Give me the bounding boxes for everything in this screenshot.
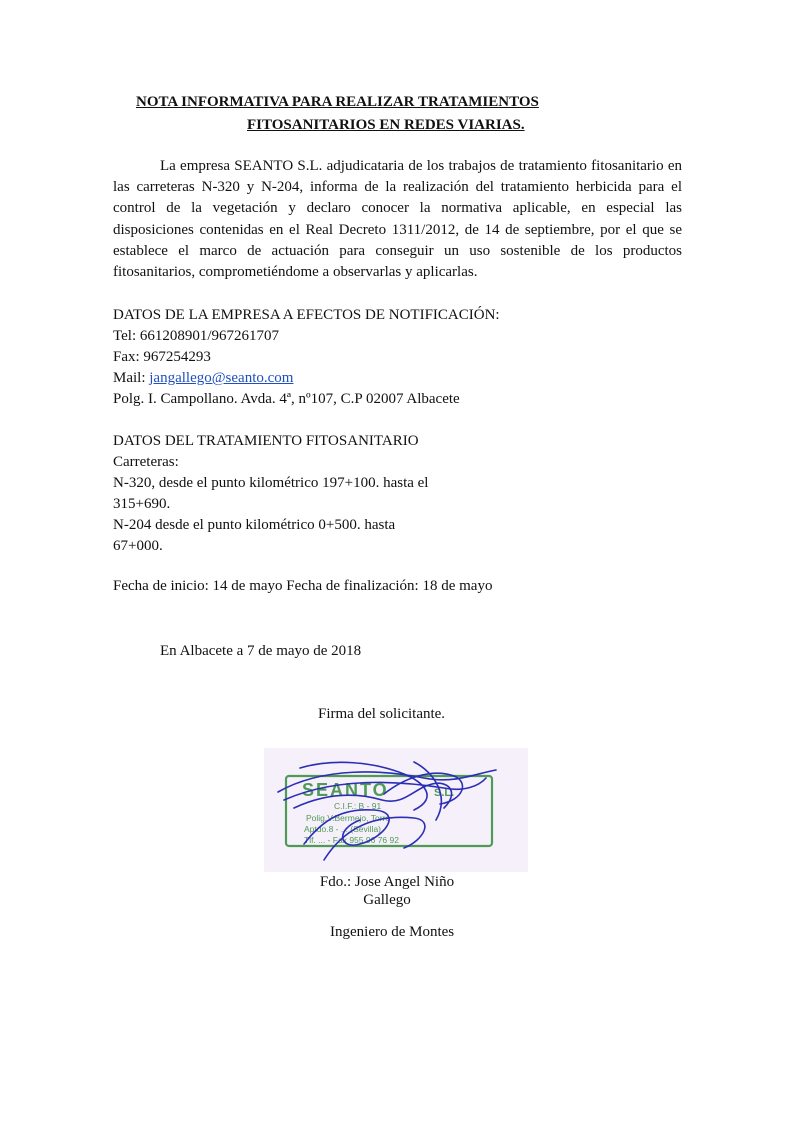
intro-paragraph: La empresa SEANTO S.L. adjudicataria de los trabajos de tratamiento fitosanitario en las carreteras N-320 y N-204, informa de la realización del tratamiento herbicida para el control de la vegetación y declaro conocer la normativa aplicable, en especial las disposiciones contenidas en el Real Decreto 1311/2012, de 14 de septiembre, por el que se establece el marco de actuación para conseguir un uso sostenible de los productos fitosanitarios, comprometiéndome a observarlas y aplicarlas. [113,158,682,281]
document-title-line-1: NOTA INFORMATIVA PARA REALIZAR TRATAMIENTOS [136,94,539,110]
place-and-date: En Albacete a 7 de mayo de 2018 [160,643,362,659]
signer-name [312,873,462,909]
road-n320-line-2: 315+690. [113,496,171,512]
road-n320-line-1: N-320, desde el punto kilométrico 197+100. hasta el [113,475,429,491]
company-mail-row [113,368,673,389]
road-n204-line-1: N-204 desde el punto kilométrico 0+500. hasta [113,517,396,533]
company-stamp-signature [264,748,528,872]
signer-role: Ingeniero de Montes [330,924,455,940]
company-heading: DATOS DE LA EMPRESA A EFECTOS DE NOTIFICACIÓN: [113,307,500,323]
signer-line-2: Gallego [363,892,411,908]
roads-label: Carreteras: [113,454,179,470]
mail-label: Mail: [113,370,150,386]
treatment-heading: DATOS DEL TRATAMIENTO FITOSANITARIO [113,433,419,449]
stamp-address-line: Polig.V.Bermejo, Torre [306,813,391,823]
stamp-company-suffix: S.L. [434,787,455,799]
company-section [113,305,673,410]
company-tel: Tel: 661208901/967261707 [113,328,280,344]
stamp-postal-line: Aptdo.8 - ... (Sevilla) [304,824,382,834]
signature-caption: Firma del solicitante. [318,706,446,722]
stamp-company-name: SEANTO [302,780,389,800]
road-n204-line-2: 67+000. [113,538,163,554]
email-link[interactable]: jangallego@seanto.com [149,370,294,386]
stamp-cif: C.I.F.: B - 91 [334,801,382,811]
company-fax: Fax: 967254293 [113,349,211,365]
signer-line-1: Fdo.: Jose Angel Niño [319,874,455,890]
stamp-phone-line: Tlf. ... - Fax 955 96 76 92 [304,835,399,845]
document-title-line-2: FITOSANITARIOS EN REDES VIARIAS. [247,117,525,133]
company-address: Polg. I. Campollano. Avda. 4ª, nº107, C.P 02007 Albacete [113,391,460,407]
treatment-section [113,431,673,557]
treatment-dates: Fecha de inicio: 14 de mayo Fecha de finalización: 18 de mayo [113,578,493,594]
